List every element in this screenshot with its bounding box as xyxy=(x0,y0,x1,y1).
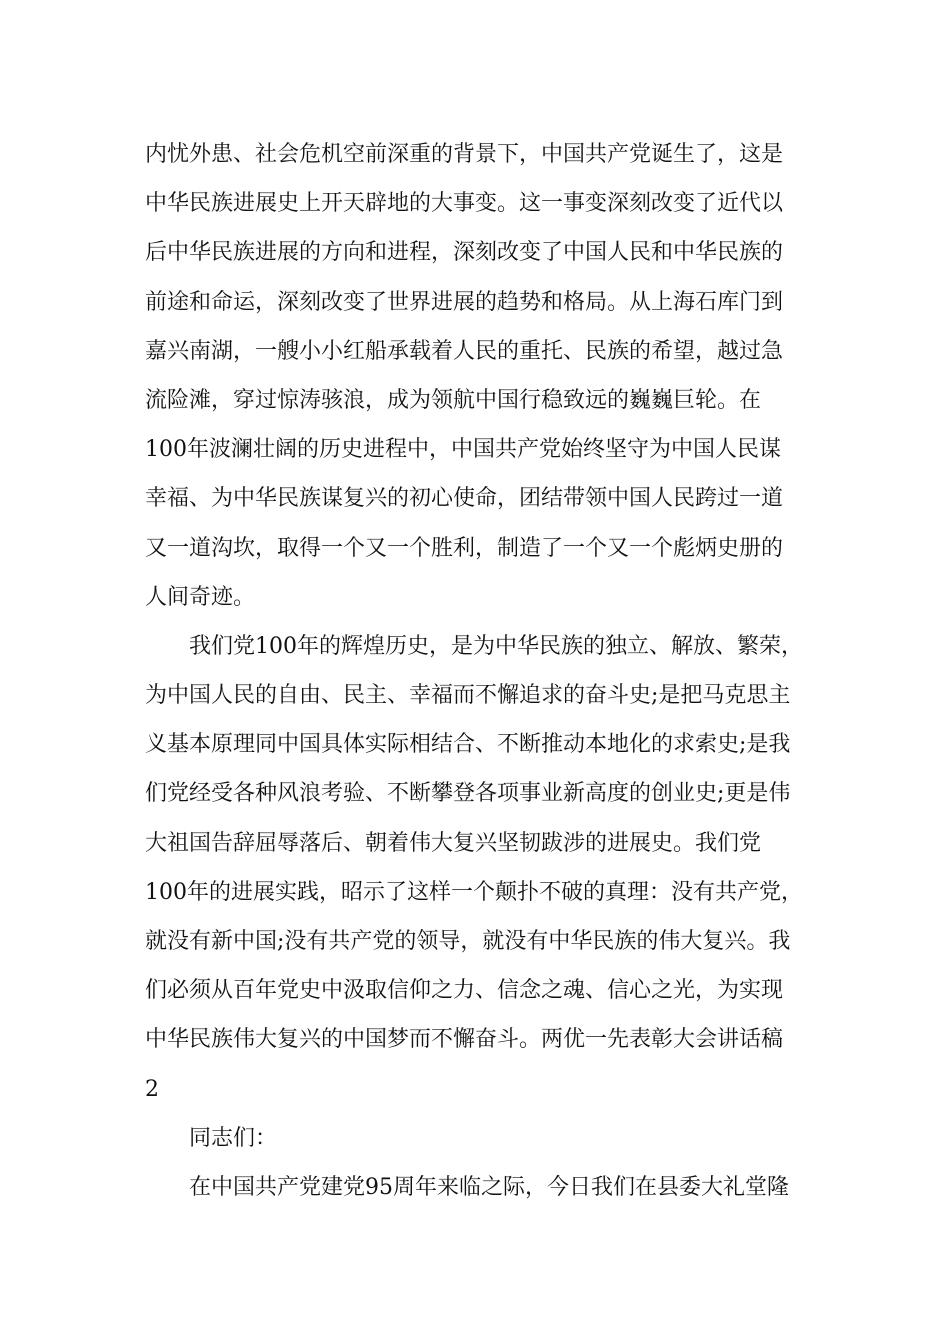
text-line: 中华民族伟大复兴的中国梦而不懈奋斗。两优一先表彰大会讲话稿 xyxy=(145,1027,784,1053)
text-line: 嘉兴南湖，一艘小小红船承载着人民的重托、民族的希望，越过急 xyxy=(145,338,784,364)
text-line: 又一道沟坎，取得一个又一个胜利，制造了一个又一个彪炳史册的 xyxy=(145,535,784,561)
text-line: 人间奇迹。 xyxy=(145,584,256,610)
text-line: 后中华民族进展的方向和进程，深刻改变了中国人民和中华民族的 xyxy=(145,240,784,266)
text-line: 100年波澜壮阔的历史进程中，中国共产党始终坚守为中国人民谋 xyxy=(145,437,781,463)
text-line: 中华民族进展史上开天辟地的大事变。这一事变深刻改变了近代以 xyxy=(145,191,784,217)
text-line: 100年的进展实践，昭示了这样一个颠扑不破的真理：没有共产党， xyxy=(145,879,803,905)
text-line: 就没有新中国;没有共产党的领导，就没有中华民族的伟大复兴。我 xyxy=(145,929,791,954)
text-line: 前途和命运，深刻改变了世界进展的趋势和格局。从上海石库门到 xyxy=(145,289,784,315)
text-line: 在中国共产党建党95周年来临之际，今日我们在县委大礼堂隆 xyxy=(189,1174,789,1200)
text-line: 义基本原理同中国具体实际相结合、不断推动本地化的求索史;是我 xyxy=(145,732,791,758)
text-line: 2 xyxy=(145,1076,159,1102)
text-line: 们必须从百年党史中汲取信仰之力、信念之魂、信心之光，为实现 xyxy=(145,978,784,1004)
text-line: 们党经受各种风浪考验、不断攀登各项事业新高度的创业史;更是伟 xyxy=(145,781,791,807)
document-body xyxy=(145,130,815,1212)
salutation: 同志们： xyxy=(189,1125,278,1151)
text-line: 内忧外患、社会危机空前深重的背景下，中国共产党诞生了，这是 xyxy=(145,142,784,167)
text-line: 为中国人民的自由、民主、幸福而不懈追求的奋斗史;是把马克思主 xyxy=(145,683,791,709)
text-line: 幸福、为中华民族谋复兴的初心使命，团结带领中国人民跨过一道 xyxy=(145,486,784,512)
text-line: 我们党100年的辉煌历史，是为中华民族的独立、解放、繁荣， xyxy=(189,633,803,659)
text-line: 流险滩，穿过惊涛骇浪，成为领航中国行稳致远的巍巍巨轮。在 xyxy=(145,387,762,413)
text-line: 大祖国告辞屈辱落后、朝着伟大复兴坚韧跋涉的进展史。我们党 xyxy=(145,830,762,856)
